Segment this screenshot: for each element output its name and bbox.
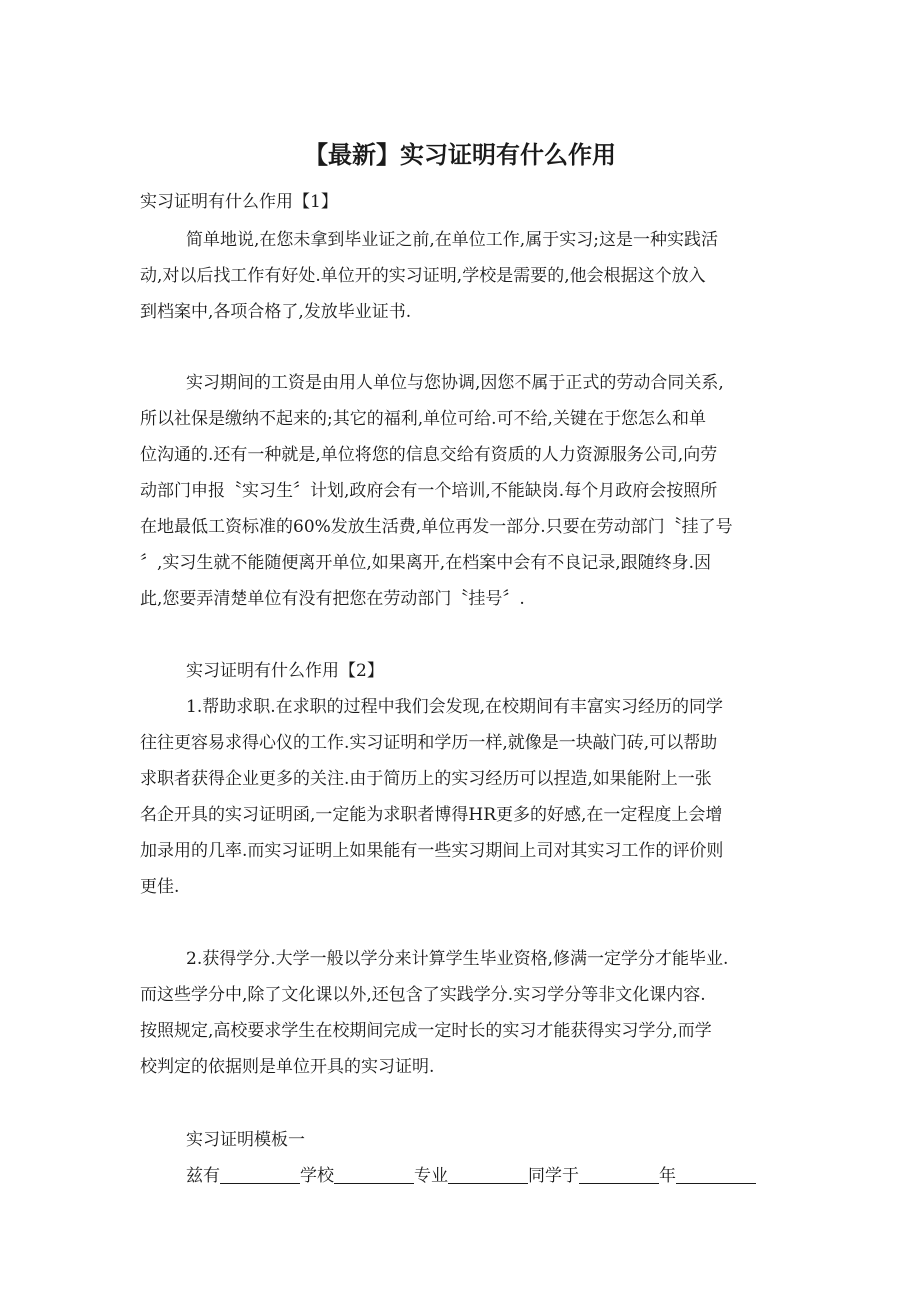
paragraph-line: 1.帮助求职.在求职的过程中我们会发现,在校期间有丰富实习经历的同学: [186, 697, 724, 717]
template-fill-line: [186, 1164, 790, 1188]
paragraph-line: 〞,实习生就不能随便离开单位,如果离开,在档案中会有不良记录,跟随终身.因: [140, 553, 712, 573]
paragraph-line: 简单地说,在您未拿到毕业证之前,在单位工作,属于实习;这是一种实践活: [186, 230, 718, 250]
fill-blank: [448, 1165, 528, 1184]
paragraph-line: 名企开具的实习证明函,一定能为求职者博得HR更多的好感,在一定程度上会增: [140, 805, 723, 825]
paragraph-line: 往往更容易求得心仪的工作.实习证明和学历一样,就像是一块敲门砖,可以帮助: [140, 733, 718, 753]
paragraph-line: 求职者获得企业更多的关注.由于简历上的实习经历可以捏造,如果能附上一张: [140, 769, 712, 789]
fill-blank: [334, 1165, 414, 1184]
paragraph-line: 到档案中,各项合格了,发放毕业证书.: [140, 302, 412, 322]
paragraph-line: 校判定的依据则是单位开具的实习证明.: [140, 1057, 435, 1077]
template-word: 年: [659, 1166, 676, 1186]
paragraph-line: 更佳.: [140, 877, 180, 897]
fill-blank: [676, 1165, 756, 1184]
paragraph-line: 2.获得学分.大学一般以学分来计算学生毕业资格,修满一定学分才能毕业.: [186, 949, 729, 969]
paragraph-line: 动部门申报〝实习生〞计划,政府会有一个培训,不能缺岗.每个月政府会按照所: [140, 481, 718, 501]
fill-blank: [220, 1165, 300, 1184]
template-heading: 实习证明模板一: [186, 1130, 305, 1150]
paragraph-line: 所以社保是缴纳不起来的;其它的福利,单位可给.可不给,关键在于您怎么和单: [140, 409, 706, 429]
template-word: 学校: [300, 1166, 334, 1186]
section-heading-1: 实习证明有什么作用【1】: [140, 192, 338, 212]
paragraph-line: 在地最低工资标准的60%发放生活费,单位再发一部分.只要在劳动部门〝挂了号: [140, 517, 733, 537]
paragraph-line: 实习期间的工资是由用人单位与您协调,因您不属于正式的劳动合同关系,: [186, 373, 724, 393]
template-word: 专业: [414, 1166, 448, 1186]
paragraph-line: 加录用的几率.而实习证明上如果能有一些实习期间上司对其实习工作的评价则: [140, 841, 724, 861]
template-word: 同学于: [528, 1166, 579, 1186]
paragraph-line: 此,您要弄清楚单位有没有把您在劳动部门〝挂号〞.: [140, 589, 525, 609]
template-word: 兹有: [186, 1166, 220, 1186]
document-title: 【最新】实习证明有什么作用: [304, 141, 616, 169]
paragraph-line: 位沟通的.还有一种就是,单位将您的信息交给有资质的人力资源服务公司,向劳: [140, 445, 718, 465]
paragraph-line: 动,对以后找工作有好处.单位开的实习证明,学校是需要的,他会根据这个放入: [140, 266, 706, 286]
paragraph-line: 按照规定,高校要求学生在校期间完成一定时长的实习才能获得实习学分,而学: [140, 1021, 712, 1041]
fill-blank: [579, 1165, 659, 1184]
paragraph-line: 而这些学分中,除了文化课以外,还包含了实践学分.实习学分等非文化课内容.: [140, 985, 706, 1005]
section-heading-2: 实习证明有什么作用【2】: [186, 661, 384, 681]
